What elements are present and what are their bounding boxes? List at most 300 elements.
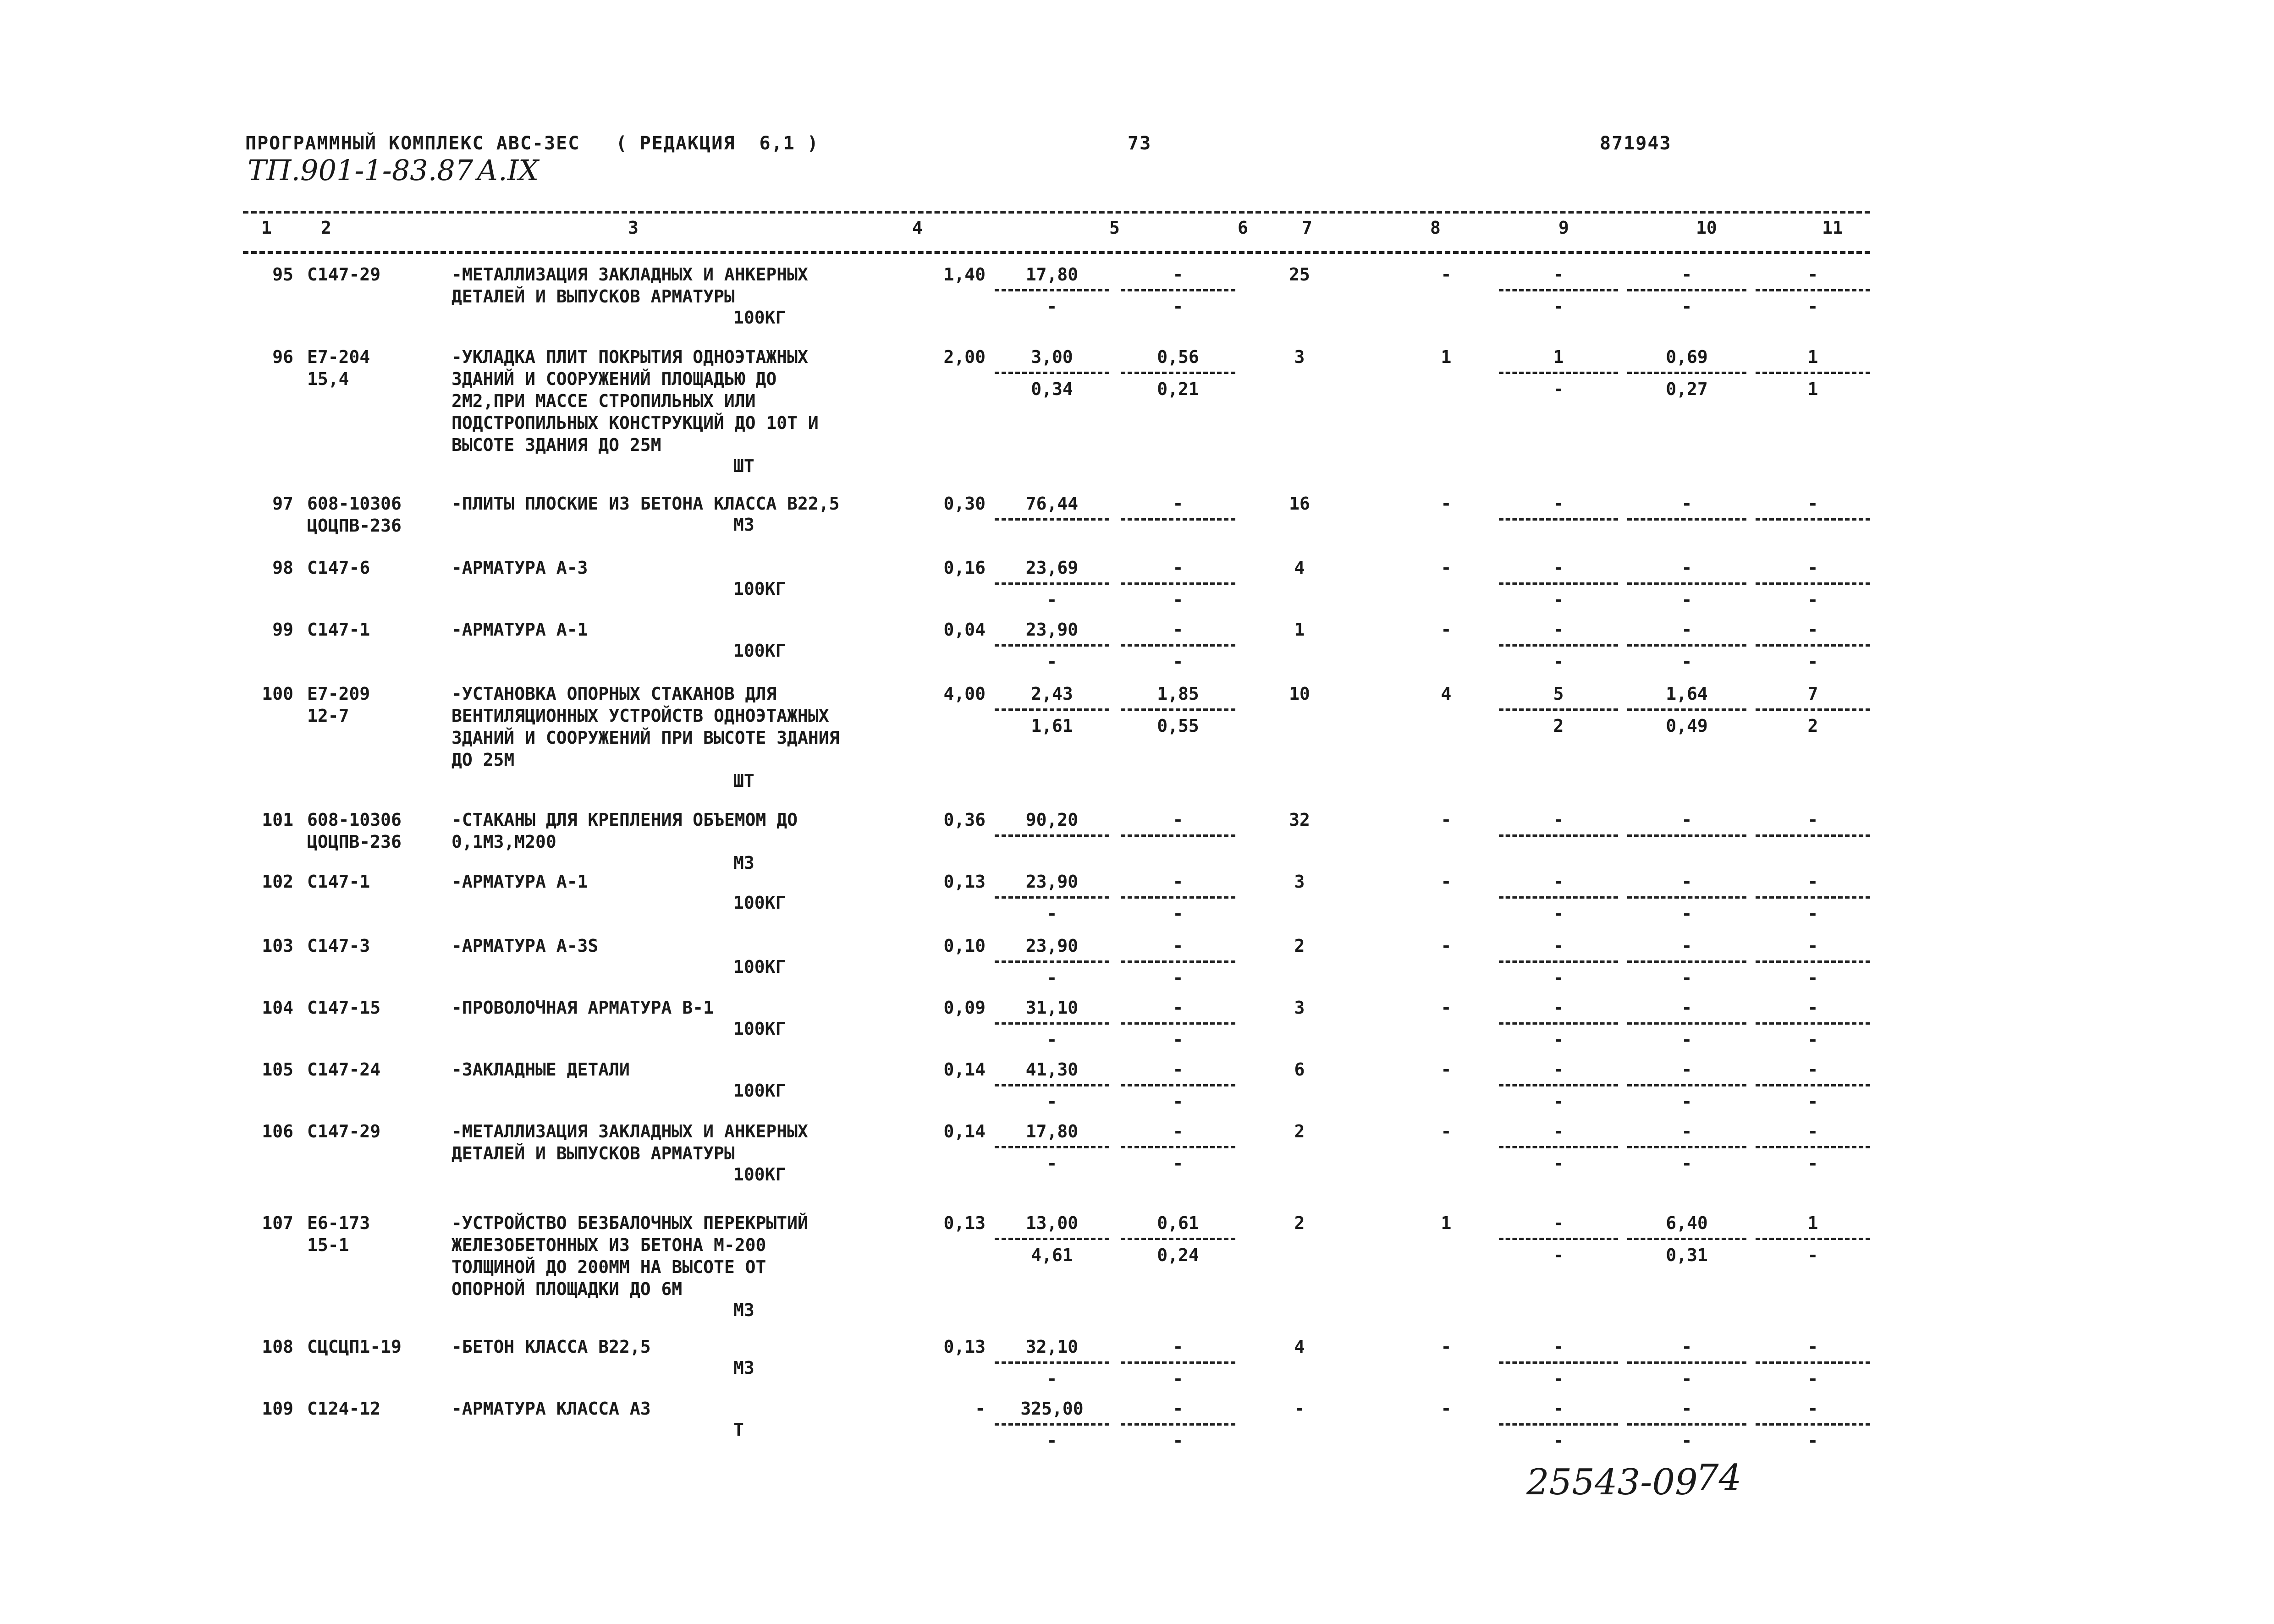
row-c6-lower: - [1173,1369,1184,1389]
row-col8: - [1441,558,1452,578]
row-c9-lower: - [1553,1245,1564,1265]
row-col8: 1 [1441,347,1452,367]
fraction-rule [1499,1084,1618,1086]
row-col8: - [1441,264,1452,285]
row-c6-upper: - [1173,872,1184,892]
fraction-rule [995,1361,1109,1364]
fraction-rule [995,518,1109,521]
column-number: 7 [1302,218,1312,238]
row-number: 107 [262,1213,293,1233]
row-unit: 100КГ [733,1019,786,1039]
row-col8: - [1441,1059,1452,1080]
row-col8: - [1441,1121,1452,1141]
row-c6-upper: 0,61 [1157,1213,1199,1233]
row-c9-lower: - [1553,590,1564,610]
row-c6-upper: - [1173,1337,1184,1357]
column-number: 11 [1822,218,1843,238]
row-c9-upper: - [1553,558,1564,578]
row-description: -АРМАТУРА А-3 [451,558,588,578]
column-number: 6 [1238,218,1248,238]
row-c9-upper: - [1553,1213,1564,1233]
row-c10-upper: - [1681,1399,1692,1419]
row-quantity: 0,14 [943,1121,986,1141]
row-col7: 3 [1294,872,1305,892]
row-quantity: - [975,1399,986,1419]
row-c5-upper: 23,90 [1025,620,1079,640]
fraction-rule [995,289,1109,291]
row-c11-upper: - [1807,1337,1818,1357]
fraction-rule [1627,372,1746,374]
row-col7: 32 [1289,810,1310,830]
row-code: Е7-204 [307,347,370,367]
fraction-rule [1121,518,1235,521]
row-col7: 16 [1289,494,1310,514]
fraction-rule [1121,1361,1235,1364]
row-unit: Т [733,1420,744,1440]
row-c5-upper: 23,69 [1025,558,1079,578]
row-code: СЦСЦП1-19 [307,1337,402,1357]
fraction-rule [1627,896,1746,899]
row-unit: ШТ [733,771,754,791]
fraction-rule [1627,1084,1746,1086]
row-quantity: 0,13 [943,1213,986,1233]
row-description: -МЕТАЛЛИЗАЦИЯ ЗАКЛАДНЫХ И АНКЕРНЫХ ДЕТАЛЕЙ И ВЫПУСКОВ АРМАТУРЫ [451,1121,808,1163]
row-col7: 2 [1294,936,1305,956]
row-c11-lower: - [1807,1431,1818,1451]
row-quantity: 4,00 [943,684,986,704]
fraction-rule [1756,1022,1870,1025]
fraction-rule [995,1084,1109,1086]
row-c11-upper: - [1807,1399,1818,1419]
fraction-rule [1756,1084,1870,1086]
sheet-number: 74 [1696,1457,1742,1498]
page-number: 73 [1128,133,1152,154]
fraction-rule [1121,582,1235,585]
row-col8: - [1441,872,1452,892]
row-c9-upper: - [1553,264,1564,285]
row-c5-lower: 1,61 [1031,716,1073,736]
row-c10-lower: - [1681,1369,1692,1389]
row-unit: 100КГ [733,1164,786,1185]
fraction-rule [1756,1146,1870,1148]
fraction-rule [1499,644,1618,647]
row-c11-upper: - [1807,872,1818,892]
row-description: -ПЛИТЫ ПЛОСКИЕ ИЗ БЕТОНА КЛАССА В22,5 [451,494,840,514]
row-code-secondary: 15-1 [307,1235,349,1255]
row-col8: - [1441,494,1452,514]
fraction-rule [1121,960,1235,963]
fraction-rule [1627,960,1746,963]
row-quantity: 0,09 [943,998,986,1018]
row-unit: 100КГ [733,957,786,977]
row-c9-upper: - [1553,998,1564,1018]
row-col7: 4 [1294,558,1305,578]
fraction-rule [995,1423,1109,1426]
row-c6-upper: - [1173,1399,1184,1419]
fraction-rule [1627,518,1746,521]
row-c9-upper: - [1553,872,1564,892]
fraction-rule [1499,1146,1618,1148]
fraction-rule [1121,1022,1235,1025]
row-c10-lower: - [1681,1153,1692,1174]
row-col7: 25 [1289,264,1310,285]
row-c6-upper: - [1173,1121,1184,1141]
fraction-rule [1121,708,1235,711]
fraction-rule [995,896,1109,899]
fraction-rule [1756,1238,1870,1240]
row-code: С147-3 [307,936,370,956]
row-c11-lower: - [1807,968,1818,988]
fraction-rule [1756,518,1870,521]
row-number: 101 [262,810,293,830]
fraction-rule [995,1022,1109,1025]
row-c10-upper: - [1681,872,1692,892]
row-number: 109 [262,1399,293,1419]
row-col7: 6 [1294,1059,1305,1080]
row-c11-upper: - [1807,558,1818,578]
row-c10-lower: - [1681,1030,1692,1050]
row-c10-lower: - [1681,590,1692,610]
row-c5-lower: 0,34 [1031,379,1073,399]
row-quantity: 0,14 [943,1059,986,1080]
row-c10-lower: - [1681,296,1692,317]
row-c10-upper: - [1681,998,1692,1018]
row-quantity: 1,40 [943,264,986,285]
fraction-rule [1756,896,1870,899]
row-c10-upper: - [1681,1059,1692,1080]
row-code: Е7-209 [307,684,370,704]
row-description: -УСТРОЙСТВО БЕЗБАЛОЧНЫХ ПЕРЕКРЫТИЙ ЖЕЛЕЗОБЕТОННЫХ ИЗ БЕТОНА М-200 ТОЛЩИНОЙ ДО 200ММ НА ВЫСОТЕ ОТ ОПОРНОЙ ПЛОЩАДКИ ДО 6М [451,1213,808,1299]
row-c9-lower: - [1553,1030,1564,1050]
row-c9-lower: - [1553,296,1564,317]
row-c9-upper: - [1553,1121,1564,1141]
row-c10-upper: - [1681,558,1692,578]
fraction-rule [1121,896,1235,899]
row-number: 98 [272,558,293,578]
row-c9-lower: 2 [1553,716,1564,736]
row-unit: ШТ [733,456,754,476]
row-number: 105 [262,1059,293,1080]
row-c5-upper: 13,00 [1025,1213,1079,1233]
row-c11-lower: 2 [1807,716,1818,736]
row-description: -УКЛАДКА ПЛИТ ПОКРЫТИЯ ОДНОЭТАЖНЫХ ЗДАНИЙ И СООРУЖЕНИЙ ПЛОЩАДЬЮ ДО 2М2,ПРИ МАССЕ СТРОПИЛЬНЫХ ИЛИ ПОДСТРОПИЛЬНЫХ КОНСТРУКЦИЙ ДО 10Т И ВЫСОТЕ ЗДАНИЯ ДО 25М [451,347,819,455]
row-col8: - [1441,936,1452,956]
column-number: 9 [1558,218,1569,238]
row-description: -СТАКАНЫ ДЛЯ КРЕПЛЕНИЯ ОБЪЕМОМ ДО 0,1М3,М200 [451,810,798,852]
row-c10-upper: - [1681,494,1692,514]
row-c9-upper: - [1553,494,1564,514]
row-c6-lower: - [1173,1030,1184,1050]
row-c6-lower: 0,24 [1157,1245,1199,1265]
row-c5-lower: - [1046,590,1057,610]
fraction-rule [1499,834,1618,837]
row-c6-upper: - [1173,264,1184,285]
row-code: С147-15 [307,998,381,1018]
row-c5-upper: 17,80 [1025,1121,1079,1141]
fraction-rule [1499,1361,1618,1364]
row-c5-lower: - [1046,1431,1057,1451]
project-number: ТП.901-1-83.87 [248,154,474,187]
fraction-rule [1756,1423,1870,1426]
fraction-rule [995,960,1109,963]
row-c10-lower: - [1681,904,1692,924]
row-col8: - [1441,1399,1452,1419]
row-code: С147-29 [307,1121,381,1141]
row-unit: М3 [733,515,754,535]
row-description: -БЕТОН КЛАССА В22,5 [451,1337,651,1357]
fraction-rule [995,1238,1109,1240]
row-c5-upper: 325,00 [1020,1399,1084,1419]
row-c5-upper: 2,43 [1031,684,1073,704]
row-c11-lower: 1 [1807,379,1818,399]
row-c10-upper: - [1681,1121,1692,1141]
row-quantity: 0,13 [943,872,986,892]
fraction-rule [1121,1238,1235,1240]
row-c9-lower: - [1553,379,1564,399]
row-description: -АРМАТУРА А-3S [451,936,599,956]
row-c10-upper: - [1681,810,1692,830]
row-description: -УСТАНОВКА ОПОРНЫХ СТАКАНОВ ДЛЯ ВЕНТИЛЯЦИОННЫХ УСТРОЙСТВ ОДНОЭТАЖНЫХ ЗДАНИЙ И СООРУЖЕНИЙ ПРИ ВЫСОТЕ ЗДАНИЯ ДО 25М [451,684,840,770]
fraction-rule [1627,582,1746,585]
row-c11-lower: - [1807,1030,1818,1050]
row-code-secondary: ЦОЦПВ-236 [307,516,402,536]
row-c11-lower: - [1807,652,1818,672]
document-code: 871943 [1600,133,1672,154]
column-number: 10 [1696,218,1717,238]
row-c9-lower: - [1553,1431,1564,1451]
row-description: -АРМАТУРА А-1 [451,620,588,640]
row-c6-upper: 1,85 [1157,684,1199,704]
row-quantity: 0,13 [943,1337,986,1357]
fraction-rule [1756,834,1870,837]
column-number: 1 [261,218,272,238]
fraction-rule [1121,1146,1235,1148]
row-c6-lower: 0,21 [1157,379,1199,399]
row-c11-lower: - [1807,1245,1818,1265]
row-col7: 3 [1294,998,1305,1018]
fraction-rule [1627,644,1746,647]
row-c11-upper: 1 [1807,1213,1818,1233]
row-c10-lower: 0,49 [1666,716,1708,736]
fraction-rule [1499,289,1618,291]
row-number: 102 [262,872,293,892]
fraction-rule [1121,289,1235,291]
column-number: 8 [1430,218,1441,238]
fraction-rule [1499,518,1618,521]
row-c9-lower: - [1553,1153,1564,1174]
row-quantity: 2,00 [943,347,986,367]
row-col7: 2 [1294,1213,1305,1233]
row-c11-upper: - [1807,936,1818,956]
row-c5-upper: 17,80 [1025,264,1079,285]
fraction-rule [1756,644,1870,647]
row-col8: 1 [1441,1213,1452,1233]
row-number: 104 [262,998,293,1018]
row-c5-lower: - [1046,1030,1057,1050]
row-code: 608-10306 [307,810,402,830]
row-col8: 4 [1441,684,1452,704]
row-col7: 3 [1294,347,1305,367]
fraction-rule [1756,1361,1870,1364]
row-c10-upper: - [1681,620,1692,640]
fraction-rule [1627,1423,1746,1426]
row-c6-upper: - [1173,936,1184,956]
fraction-rule [995,834,1109,837]
row-c10-upper: - [1681,264,1692,285]
fraction-rule [995,708,1109,711]
row-description: -МЕТАЛЛИЗАЦИЯ ЗАКЛАДНЫХ И АНКЕРНЫХ ДЕТАЛЕЙ И ВЫПУСКОВ АРМАТУРЫ [451,264,808,307]
fraction-rule [1499,708,1618,711]
row-c6-lower: - [1173,968,1184,988]
row-c11-lower: - [1807,296,1818,317]
row-col7: - [1294,1399,1305,1419]
row-c10-lower: - [1681,652,1692,672]
row-c5-upper: 23,90 [1025,872,1079,892]
row-c6-lower: - [1173,1431,1184,1451]
row-c6-lower: - [1173,590,1184,610]
row-quantity: 0,04 [943,620,986,640]
row-unit: 100КГ [733,579,786,599]
row-c6-upper: - [1173,1059,1184,1080]
row-c11-upper: - [1807,810,1818,830]
row-c6-lower: 0,55 [1157,716,1199,736]
row-unit: 100КГ [733,893,786,913]
row-c6-lower: - [1173,1092,1184,1112]
row-c5-upper: 76,44 [1025,494,1079,514]
fraction-rule [1121,1084,1235,1086]
row-c9-lower: - [1553,652,1564,672]
row-code: С124-12 [307,1399,381,1419]
row-number: 103 [262,936,293,956]
row-c6-lower: - [1173,1153,1184,1174]
fraction-rule [995,372,1109,374]
row-number: 97 [272,494,293,514]
stamp-number: 25543-09 [1526,1462,1698,1503]
row-unit: М3 [733,1358,754,1378]
row-c6-upper: - [1173,494,1184,514]
row-c6-upper: - [1173,998,1184,1018]
row-c9-upper: - [1553,810,1564,830]
row-c6-upper: - [1173,558,1184,578]
row-code: Е6-173 [307,1213,370,1233]
fraction-rule [1121,834,1235,837]
fraction-rule [1627,1022,1746,1025]
row-c10-upper: 0,69 [1666,347,1708,367]
row-c9-upper: - [1553,1337,1564,1357]
row-c5-lower: - [1046,1153,1057,1174]
fraction-rule [1499,582,1618,585]
row-c6-lower: - [1173,904,1184,924]
row-col7: 2 [1294,1121,1305,1141]
fraction-rule [1121,372,1235,374]
row-c10-lower: - [1681,1092,1692,1112]
row-number: 95 [272,264,293,285]
row-c9-upper: - [1553,1399,1564,1419]
fraction-rule [1627,1361,1746,1364]
row-c10-lower: - [1681,1431,1692,1451]
row-c9-upper: - [1553,936,1564,956]
fraction-rule [1756,708,1870,711]
row-unit: М3 [733,853,754,873]
row-c6-upper: 0,56 [1157,347,1199,367]
fraction-rule [1121,644,1235,647]
row-c6-lower: - [1173,296,1184,317]
row-c9-upper: 5 [1553,684,1564,704]
row-number: 99 [272,620,293,640]
row-c5-upper: 23,90 [1025,936,1079,956]
row-description: -ЗАКЛАДНЫЕ ДЕТАЛИ [451,1059,630,1080]
row-c6-upper: - [1173,620,1184,640]
row-c11-upper: - [1807,620,1818,640]
row-c10-lower: 0,27 [1666,379,1708,399]
row-c10-upper: 1,64 [1666,684,1708,704]
fraction-rule [1627,708,1746,711]
row-code: С147-1 [307,620,370,640]
row-code-secondary: ЦОЦПВ-236 [307,832,402,852]
fraction-rule [1627,289,1746,291]
row-quantity: 0,30 [943,494,986,514]
row-c5-upper: 41,30 [1025,1059,1079,1080]
fraction-rule [1756,372,1870,374]
program-title: ПРОГРАММНЫЙ КОМПЛЕКС АВС-ЗЕС ( РЕДАКЦИЯ 6,1 ) [245,133,819,154]
row-c6-upper: - [1173,810,1184,830]
row-c5-lower: - [1046,652,1057,672]
row-c5-upper: 31,10 [1025,998,1079,1018]
row-c10-lower: 0,31 [1666,1245,1708,1265]
row-c11-upper: - [1807,1059,1818,1080]
row-c9-upper: - [1553,1059,1564,1080]
row-c11-upper: 7 [1807,684,1818,704]
row-quantity: 0,10 [943,936,986,956]
row-unit: М3 [733,1300,754,1320]
row-c9-upper: 1 [1553,347,1564,367]
row-c10-upper: - [1681,936,1692,956]
column-number: 2 [321,218,331,238]
row-col8: - [1441,998,1452,1018]
fraction-rule [1756,289,1870,291]
fraction-rule [995,1146,1109,1148]
row-code: С147-1 [307,872,370,892]
row-unit: 100КГ [733,1081,786,1101]
row-c11-upper: - [1807,998,1818,1018]
row-c11-upper: 1 [1807,347,1818,367]
row-c11-lower: - [1807,1153,1818,1174]
row-description: -АРМАТУРА А-1 [451,872,588,892]
fraction-rule [1627,1146,1746,1148]
row-quantity: 0,36 [943,810,986,830]
row-c5-upper: 90,20 [1025,810,1079,830]
row-c5-lower: - [1046,1092,1057,1112]
fraction-rule [1499,960,1618,963]
row-col7: 1 [1294,620,1305,640]
row-number: 108 [262,1337,293,1357]
row-col8: - [1441,810,1452,830]
row-code-secondary: 15,4 [307,369,349,389]
fraction-rule [995,582,1109,585]
row-c6-lower: - [1173,652,1184,672]
fraction-rule [1499,372,1618,374]
row-c9-upper: - [1553,620,1564,640]
row-c10-upper: - [1681,1337,1692,1357]
row-col8: - [1441,1337,1452,1357]
row-c10-upper: 6,40 [1666,1213,1708,1233]
row-number: 96 [272,347,293,367]
header-top-rule [243,211,1870,214]
row-description: -ПРОВОЛОЧНАЯ АРМАТУРА В-1 [451,998,714,1018]
fraction-rule [995,644,1109,647]
row-col7: 4 [1294,1337,1305,1357]
row-c9-lower: - [1553,1092,1564,1112]
